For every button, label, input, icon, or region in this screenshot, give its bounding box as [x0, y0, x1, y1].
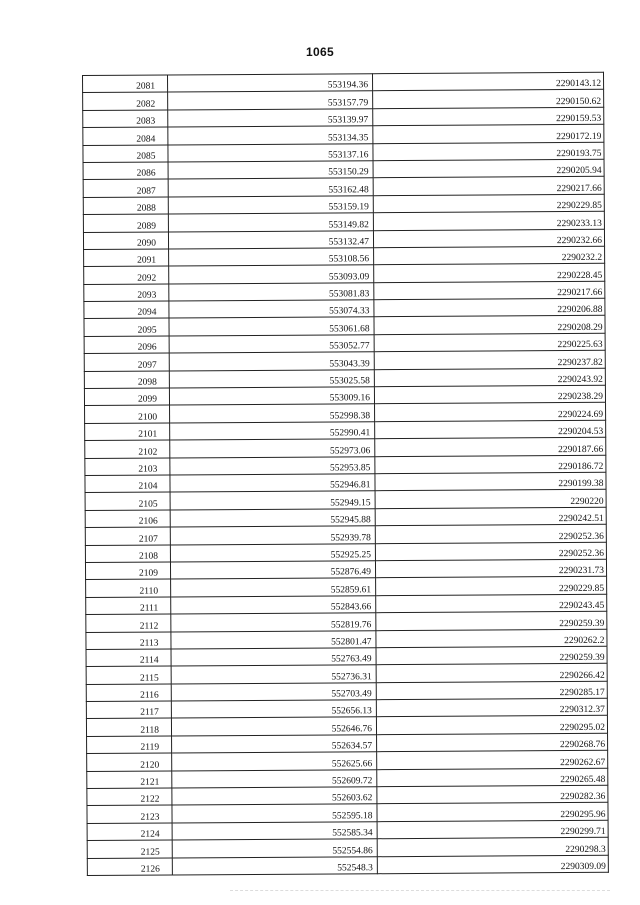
- point-number-cell: 2084: [83, 127, 168, 145]
- y-coordinate-cell: 2290229.85: [373, 194, 604, 213]
- y-coordinate-cell: 2290229.85: [376, 577, 607, 596]
- point-number-cell: 2114: [86, 649, 171, 667]
- x-coordinate-cell: 553081.83: [169, 282, 374, 301]
- point-number-cell: 2102: [85, 440, 170, 458]
- y-coordinate-cell: 2290186.72: [375, 455, 606, 474]
- point-number-cell: 2093: [84, 284, 169, 302]
- point-number-cell: 2094: [84, 301, 169, 319]
- y-coordinate-cell: 2290259.39: [376, 611, 607, 630]
- point-number-cell: 2109: [85, 562, 170, 580]
- x-coordinate-cell: 553150.29: [168, 161, 373, 180]
- x-coordinate-cell: 553009.16: [169, 387, 374, 406]
- point-number-cell: 2087: [83, 179, 168, 197]
- point-number-cell: 2107: [85, 527, 170, 545]
- y-coordinate-cell: 2290150.62: [373, 90, 604, 109]
- page-number: 1065: [306, 45, 334, 59]
- y-coordinate-cell: 2290220: [375, 490, 606, 509]
- x-coordinate-cell: 553108.56: [169, 248, 374, 267]
- y-coordinate-cell: 2290187.66: [375, 438, 606, 457]
- y-coordinate-cell: 2290262.67: [377, 751, 608, 770]
- y-coordinate-cell: 2290238.29: [374, 385, 605, 404]
- y-coordinate-cell: 2290199.38: [375, 472, 606, 491]
- coordinates-table-body: [83, 72, 609, 875]
- y-coordinate-cell: 2290282.36: [377, 785, 608, 804]
- x-coordinate-cell: 552946.81: [170, 474, 375, 493]
- point-number-cell: 2086: [83, 162, 168, 180]
- point-number-cell: 2108: [85, 545, 170, 563]
- x-coordinate-cell: 552595.18: [172, 804, 377, 823]
- y-coordinate-cell: 2290309.09: [377, 855, 608, 874]
- point-number-cell: 2117: [86, 701, 171, 719]
- coordinates-table: [82, 72, 609, 876]
- x-coordinate-cell: 553139.97: [168, 109, 373, 128]
- x-coordinate-cell: 553137.16: [168, 143, 373, 162]
- x-coordinate-cell: 553061.68: [169, 317, 374, 336]
- x-coordinate-cell: 552801.47: [171, 630, 376, 649]
- point-number-cell: 2126: [87, 858, 172, 876]
- x-coordinate-cell: 552585.34: [172, 822, 377, 841]
- y-coordinate-cell: 2290224.69: [375, 403, 606, 422]
- y-coordinate-cell: 2290204.53: [375, 420, 606, 439]
- point-number-cell: 2122: [87, 788, 172, 806]
- x-coordinate-cell: 552953.85: [170, 456, 375, 475]
- x-coordinate-cell: 552703.49: [171, 682, 376, 701]
- y-coordinate-cell: 2290298.3: [377, 837, 608, 856]
- y-coordinate-cell: 2290228.45: [374, 264, 605, 283]
- x-coordinate-cell: 553159.19: [168, 195, 373, 214]
- y-coordinate-cell: 2290299.71: [377, 820, 608, 839]
- y-coordinate-cell: 2290295.02: [376, 716, 607, 735]
- x-coordinate-cell: 552625.66: [172, 752, 377, 771]
- point-number-cell: 2115: [86, 666, 171, 684]
- point-number-cell: 2101: [85, 423, 170, 441]
- x-coordinate-cell: 552819.76: [171, 613, 376, 632]
- x-coordinate-cell: 552736.31: [171, 665, 376, 684]
- y-coordinate-cell: 2290266.42: [376, 664, 607, 683]
- point-number-cell: 2125: [87, 840, 172, 858]
- x-coordinate-cell: 552939.78: [170, 526, 375, 545]
- point-number-cell: 2111: [86, 597, 171, 615]
- x-coordinate-cell: 553093.09: [169, 265, 374, 284]
- point-number-cell: 2106: [85, 510, 170, 528]
- x-coordinate-cell: 552603.62: [172, 787, 377, 806]
- y-coordinate-cell: 2290265.48: [377, 768, 608, 787]
- x-coordinate-cell: 553134.35: [168, 126, 373, 145]
- point-number-cell: 2081: [83, 75, 168, 93]
- y-coordinate-cell: 2290232.2: [374, 246, 605, 265]
- x-coordinate-cell: 552949.15: [170, 491, 375, 510]
- y-coordinate-cell: 2290231.73: [375, 559, 606, 578]
- y-coordinate-cell: 2290237.82: [374, 351, 605, 370]
- point-number-cell: 2112: [86, 614, 171, 632]
- x-coordinate-cell: 553194.36: [168, 74, 373, 93]
- y-coordinate-cell: 2290208.29: [374, 316, 605, 335]
- x-coordinate-cell: 553149.82: [168, 213, 373, 232]
- x-coordinate-cell: 552876.49: [170, 561, 375, 580]
- point-number-cell: 2091: [84, 249, 169, 267]
- y-coordinate-cell: 2290143.12: [372, 72, 603, 91]
- point-number-cell: 2118: [86, 718, 171, 736]
- point-number-cell: 2123: [87, 805, 172, 823]
- point-number-cell: 2113: [86, 631, 171, 649]
- point-number-cell: 2116: [86, 684, 171, 702]
- point-number-cell: 2097: [84, 353, 169, 371]
- x-coordinate-cell: 552609.72: [172, 769, 377, 788]
- point-number-cell: 2124: [87, 823, 172, 841]
- x-coordinate-cell: 553043.39: [169, 352, 374, 371]
- y-coordinate-cell: 2290252.36: [375, 542, 606, 561]
- point-number-cell: 2104: [85, 475, 170, 493]
- y-coordinate-cell: 2290217.66: [374, 281, 605, 300]
- point-number-cell: 2119: [87, 736, 172, 754]
- point-number-cell: 2105: [85, 492, 170, 510]
- y-coordinate-cell: 2290285.17: [376, 681, 607, 700]
- x-coordinate-cell: 552554.86: [172, 839, 377, 858]
- x-coordinate-cell: 552998.38: [170, 404, 375, 423]
- footer-rule: [230, 890, 610, 891]
- y-coordinate-cell: 2290206.88: [374, 298, 605, 317]
- x-coordinate-cell: 552945.88: [170, 508, 375, 527]
- y-coordinate-cell: 2290233.13: [373, 211, 604, 230]
- x-coordinate-cell: 552656.13: [171, 700, 376, 719]
- x-coordinate-cell: 552859.61: [171, 578, 376, 597]
- table-row: [87, 855, 608, 876]
- y-coordinate-cell: 2290243.92: [374, 368, 605, 387]
- x-coordinate-cell: 553132.47: [168, 230, 373, 249]
- point-number-cell: 2120: [87, 753, 172, 771]
- y-coordinate-cell: 2290262.2: [376, 629, 607, 648]
- y-coordinate-cell: 2290232.66: [373, 229, 604, 248]
- x-coordinate-cell: 553052.77: [169, 335, 374, 354]
- x-coordinate-cell: 552634.57: [172, 735, 377, 754]
- y-coordinate-cell: 2290159.53: [373, 107, 604, 126]
- point-number-cell: 2090: [83, 231, 168, 249]
- point-number-cell: 2100: [85, 405, 170, 423]
- x-coordinate-cell: 552990.41: [170, 422, 375, 441]
- point-number-cell: 2103: [85, 458, 170, 476]
- point-number-cell: 2121: [87, 771, 172, 789]
- y-coordinate-cell: 2290193.75: [373, 142, 604, 161]
- y-coordinate-cell: 2290295.96: [377, 803, 608, 822]
- x-coordinate-cell: 552843.66: [171, 595, 376, 614]
- point-number-cell: 2083: [83, 110, 168, 128]
- y-coordinate-cell: 2290172.19: [373, 124, 604, 143]
- y-coordinate-cell: 2290205.94: [373, 159, 604, 178]
- y-coordinate-cell: 2290242.51: [375, 507, 606, 526]
- point-number-cell: 2082: [83, 92, 168, 110]
- y-coordinate-cell: 2290312.37: [376, 698, 607, 717]
- x-coordinate-cell: 553162.48: [168, 178, 373, 197]
- point-number-cell: 2099: [84, 388, 169, 406]
- point-number-cell: 2110: [86, 579, 171, 597]
- y-coordinate-cell: 2290243.45: [376, 594, 607, 613]
- x-coordinate-cell: 553025.58: [169, 369, 374, 388]
- point-number-cell: 2092: [84, 266, 169, 284]
- point-number-cell: 2098: [84, 371, 169, 389]
- y-coordinate-cell: 2290252.36: [375, 524, 606, 543]
- y-coordinate-cell: 2290225.63: [374, 333, 605, 352]
- point-number-cell: 2096: [84, 336, 169, 354]
- y-coordinate-cell: 2290259.39: [376, 646, 607, 665]
- x-coordinate-cell: 553074.33: [169, 300, 374, 319]
- point-number-cell: 2088: [83, 197, 168, 215]
- point-number-cell: 2085: [83, 145, 168, 163]
- x-coordinate-cell: 552548.3: [172, 856, 377, 875]
- x-coordinate-cell: 552973.06: [170, 439, 375, 458]
- y-coordinate-cell: 2290268.76: [377, 733, 608, 752]
- x-coordinate-cell: 552646.76: [171, 717, 376, 736]
- x-coordinate-cell: 552925.25: [170, 543, 375, 562]
- point-number-cell: 2095: [84, 318, 169, 336]
- y-coordinate-cell: 2290217.66: [373, 177, 604, 196]
- x-coordinate-cell: 553157.79: [168, 91, 373, 110]
- point-number-cell: 2089: [83, 214, 168, 232]
- x-coordinate-cell: 552763.49: [171, 648, 376, 667]
